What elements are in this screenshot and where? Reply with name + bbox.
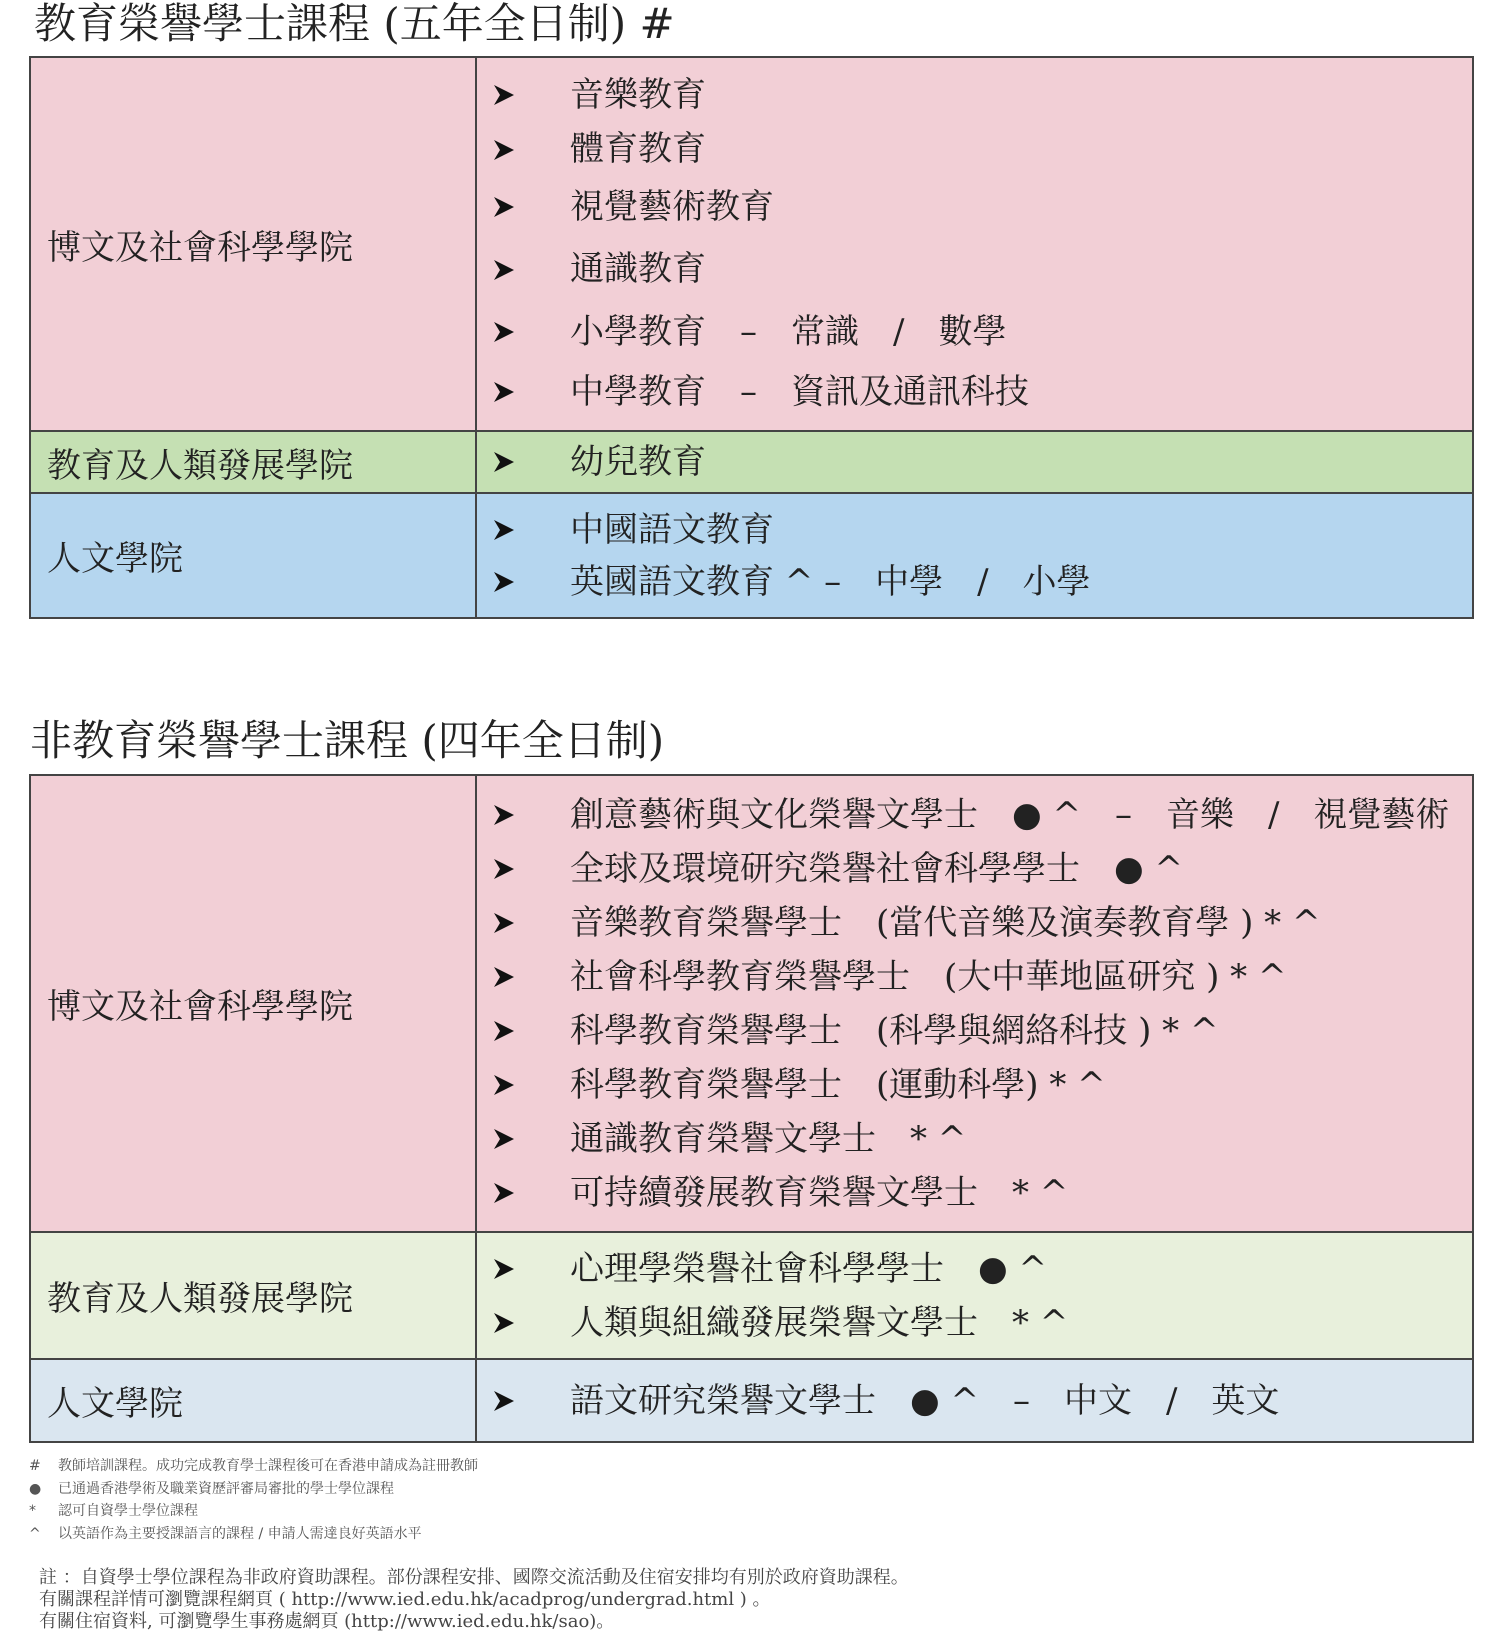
arrowhead-bullet-icon <box>491 1018 517 1044</box>
programme-list <box>477 504 1472 608</box>
arrowhead-bullet-icon <box>491 1310 517 1336</box>
faculty-name: 教育及人類發展學院 <box>30 1232 476 1359</box>
arrowhead-bullet-icon <box>491 1256 517 1282</box>
note-line: 有關住宿資料, 可瀏覽學生事務處網頁 (http://www.ied.edu.hk/sao)。 <box>39 1611 615 1632</box>
programme-item: 科學教育榮譽學士 (運動科學) * ^ <box>477 1058 1472 1112</box>
programme-item: 全球及環境研究榮譽社會科學學士 ● ^ <box>477 842 1472 896</box>
programme-item: 小學教育 – 常識 / 數學 <box>477 301 1472 363</box>
faculty-name: 博文及社會科學學院 <box>30 775 476 1232</box>
footnote-symbol: * <box>29 1503 36 1519</box>
arrowhead-bullet-icon <box>491 137 517 163</box>
note-line: 有關課程詳情可瀏覽課程網頁 ( http://www.ied.edu.hk/acadprog/undergrad.html ) 。 <box>39 1589 771 1610</box>
programme-item: 人類與組織發展榮譽文學士 * ^ <box>477 1296 1472 1350</box>
section1-row-arts-social-sciences <box>30 57 1473 431</box>
footnote-text: 已通過香港學術及職業資歷評審局審批的學士學位課程 <box>58 1480 394 1497</box>
programme-list <box>477 67 1472 421</box>
programme-item: 英國語文教育 ^ – 中學 / 小學 <box>477 556 1472 608</box>
programme-item: 通識教育 <box>477 238 1472 301</box>
faculty-name: 博文及社會科學學院 <box>30 57 476 431</box>
section2-title: 非教育榮譽學士課程 (四年全日制) <box>30 716 665 765</box>
footnote <box>29 1478 478 1501</box>
section1-row-humanities <box>30 493 1473 618</box>
arrowhead-bullet-icon <box>491 319 517 345</box>
arrowhead-bullet-icon <box>491 257 517 283</box>
programme-list <box>477 788 1472 1220</box>
programme-item: 幼兒教育 <box>477 433 1472 491</box>
legend-footnotes <box>29 1455 478 1545</box>
arrowhead-bullet-icon <box>491 802 517 828</box>
arrowhead-bullet-icon <box>491 1388 517 1414</box>
arrowhead-bullet-icon <box>491 449 517 475</box>
arrowhead-bullet-icon <box>491 856 517 882</box>
section1-table <box>29 56 1474 619</box>
programme-list <box>477 1371 1472 1431</box>
arrowhead-bullet-icon <box>491 194 517 220</box>
footnote-symbol: # <box>29 1458 41 1474</box>
footnote-symbol: ● <box>29 1480 42 1497</box>
arrowhead-bullet-icon <box>491 517 517 543</box>
programme-item: 科學教育榮譽學士 (科學與網絡科技 ) * ^ <box>477 1004 1472 1058</box>
arrowhead-bullet-icon <box>491 82 517 108</box>
programme-item: 社會科學教育榮譽學士 (大中華地區研究 ) * ^ <box>477 950 1472 1004</box>
programme-item: 心理學榮譽社會科學學士 ● ^ <box>477 1242 1472 1296</box>
arrowhead-bullet-icon <box>491 569 517 595</box>
programme-item: 音樂教育榮譽學士 (當代音樂及演奏教育學 ) * ^ <box>477 896 1472 950</box>
programme-item: 可持續發展教育榮譽文學士 * ^ <box>477 1166 1472 1220</box>
section1-title: 教育榮譽學士課程 (五年全日制) # <box>34 0 675 48</box>
arrowhead-bullet-icon <box>491 910 517 936</box>
footnote <box>29 1500 478 1523</box>
faculty-name: 人文學院 <box>30 493 476 618</box>
programme-item: 音樂教育 <box>477 67 1472 123</box>
programme-item: 語文研究榮譽文學士 ● ^ – 中文 / 英文 <box>477 1371 1472 1431</box>
page-notes <box>39 1567 909 1633</box>
footnote <box>29 1455 478 1478</box>
programme-item: 中學教育 – 資訊及通訊科技 <box>477 363 1472 421</box>
arrowhead-bullet-icon <box>491 1180 517 1206</box>
footnote-text: 以英語作為主要授課語言的課程 / 申請人需達良好英語水平 <box>58 1525 422 1542</box>
arrowhead-bullet-icon <box>491 379 517 405</box>
programme-list <box>477 1242 1472 1350</box>
faculty-name: 人文學院 <box>30 1359 476 1442</box>
programme-item: 中國語文教育 <box>477 504 1472 556</box>
section2-row-education-human-development <box>30 1232 1473 1359</box>
section2-table <box>29 774 1474 1443</box>
programme-item: 體育教育 <box>477 123 1472 176</box>
programme-item: 視覺藝術教育 <box>477 176 1472 238</box>
footnote <box>29 1523 478 1546</box>
footnote-text: 教師培訓課程。成功完成教育學士課程後可在香港申請成為註冊教師 <box>58 1458 478 1474</box>
section1-row-education-human-development <box>30 431 1473 493</box>
note-line: 註 ：自資學士學位課程為非政府資助課程。部份課程安排、國際交流活動及住宿安排均有別於政府資助課程。 <box>39 1567 909 1588</box>
section2-row-arts-social-sciences <box>30 775 1473 1232</box>
footnote-symbol: ^ <box>29 1525 41 1542</box>
faculty-name: 教育及人類發展學院 <box>30 431 476 493</box>
arrowhead-bullet-icon <box>491 1126 517 1152</box>
programme-list <box>477 433 1472 491</box>
arrowhead-bullet-icon <box>491 964 517 990</box>
programme-item: 創意藝術與文化榮譽文學士 ● ^ – 音樂 / 視覺藝術 <box>477 788 1472 842</box>
section2-row-humanities <box>30 1359 1473 1442</box>
footnote-text: 認可自資學士學位課程 <box>58 1503 198 1519</box>
arrowhead-bullet-icon <box>491 1072 517 1098</box>
programme-item: 通識教育榮譽文學士 * ^ <box>477 1112 1472 1166</box>
